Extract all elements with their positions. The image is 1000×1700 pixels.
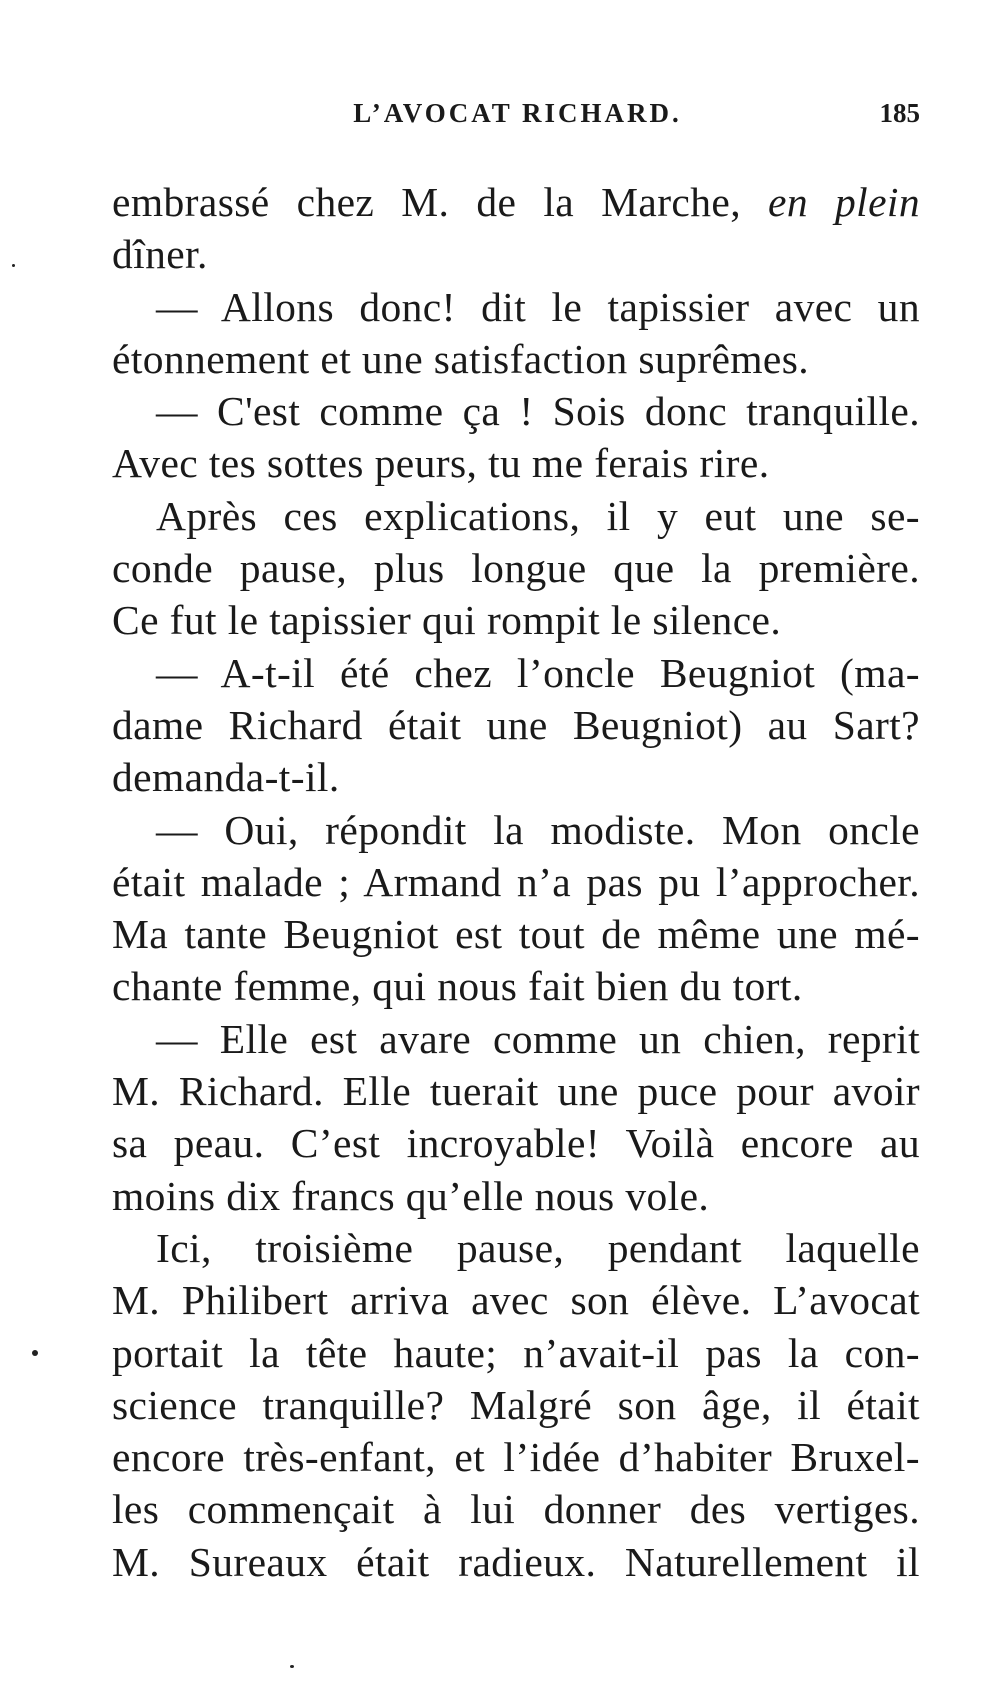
text-line: science tranquille? Malgré son âge, il était: [112, 1381, 920, 1428]
text-line: dîner.: [112, 231, 208, 278]
ink-speck: [290, 1665, 294, 1668]
text-line: Ici, troisième pause, pendant laquelle: [156, 1224, 920, 1271]
text-line: M. Richard. Elle tuerait une puce pour avoir: [112, 1068, 920, 1115]
text-line: M. Philibert arriva avec son élève. L’avocat: [112, 1277, 920, 1324]
text-line: — A-t-il été chez l’oncle Beugniot (ma-: [156, 649, 920, 696]
ink-speck: [32, 1350, 38, 1356]
text-line: chante femme, qui nous fait bien du tort.: [112, 963, 803, 1010]
text-line: demanda-t-il.: [112, 754, 340, 801]
italic-phrase: en plein: [768, 179, 920, 225]
text-line: encore très-enfant, et l’idée d’habiter Bruxel-: [112, 1434, 920, 1481]
text-line: M. Sureaux était radieux. Naturellement il: [112, 1538, 920, 1585]
text-line: — C'est comme ça ! Sois donc tranquille.: [156, 388, 920, 435]
text-line: Ce fut le tapissier qui rompit le silence.: [112, 597, 782, 644]
running-title: L’AVOCAT RICHARD.: [353, 98, 682, 128]
body-text: [112, 176, 920, 1588]
text-line: était malade ; Armand n’a pas pu l’approcher.: [112, 858, 920, 905]
text-line: les commençait à lui donner des vertiges.: [112, 1486, 920, 1533]
text-line: étonnement et une satisfaction suprêmes.: [112, 335, 810, 382]
text-line: — Oui, répondit la modiste. Mon oncle: [156, 806, 920, 853]
text-line: Ma tante Beugniot est tout de même une mé-: [112, 911, 920, 958]
text-line: moins dix francs qu’elle nous vole.: [112, 1172, 710, 1219]
ink-speck: [12, 264, 15, 267]
page-number: 185: [879, 98, 920, 128]
text-line: Après ces explications, il y eut une se-: [156, 492, 920, 539]
text-line: portait la tête haute; n’avait-il pas la con-: [112, 1329, 920, 1376]
text-line: embrassé chez M. de la Marche, en plein: [112, 179, 920, 225]
page-header: [115, 98, 920, 138]
text-line: — Elle est avare comme un chien, reprit: [156, 1015, 920, 1062]
text-line: sa peau. C’est incroyable! Voilà encore au: [112, 1120, 920, 1167]
text-line: dame Richard était une Beugniot) au Sart?: [112, 701, 920, 748]
text-line: — Allons donc! dit le tapissier avec un: [156, 283, 920, 330]
text-line: Avec tes sottes peurs, tu me ferais rire.: [112, 440, 770, 487]
text-line: conde pause, plus longue que la première.: [112, 545, 920, 592]
